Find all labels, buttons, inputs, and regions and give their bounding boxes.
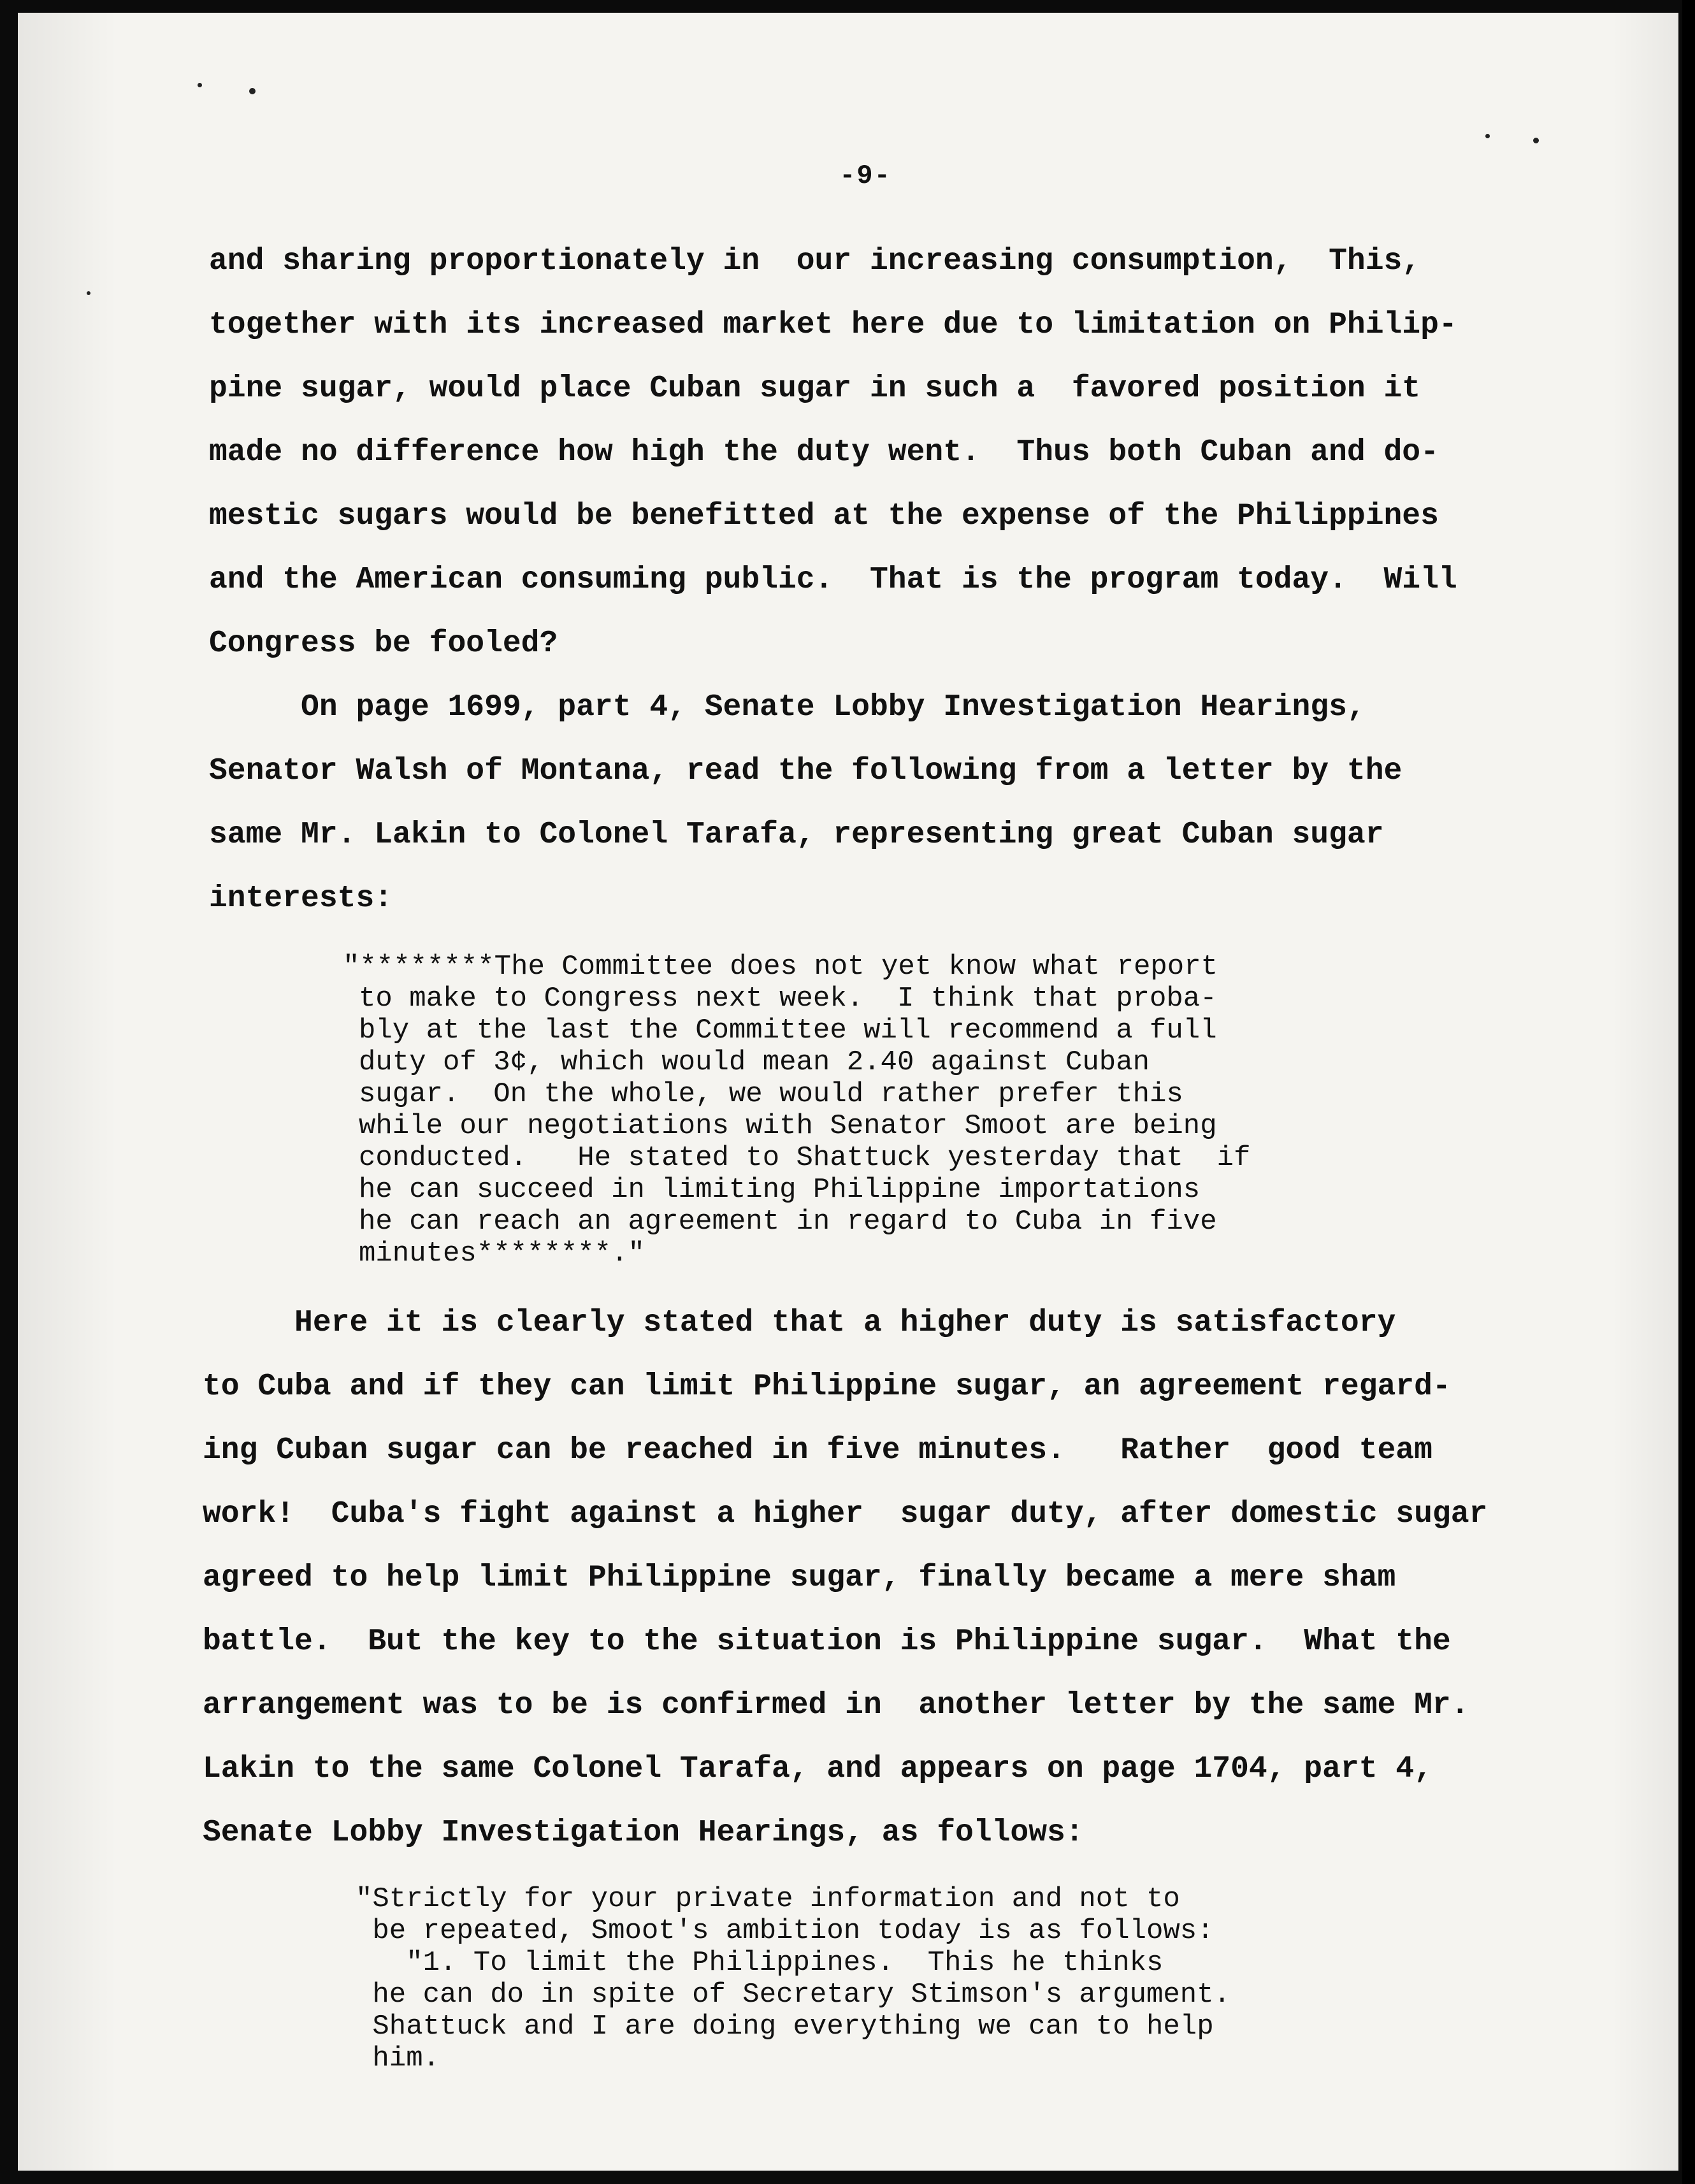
paragraph-1-line: pine sugar, would place Cuban sugar in such a favored position it [209, 372, 1421, 406]
quote-1-line: "********The Committee does not yet know what report [343, 951, 1218, 983]
quote-1-line: to make to Congress next week. I think that proba- [359, 983, 1217, 1015]
quote-2-line: be repeated, Smoot's ambition today is as follows: [356, 1915, 1214, 1947]
paragraph-3-line: agreed to help limit Philippine sugar, finally became a mere sham [203, 1561, 1396, 1595]
quote-2-line: Shattuck and I are doing everything we can to help [356, 2011, 1214, 2043]
paragraph-2-line: same Mr. Lakin to Colonel Tarafa, representing great Cuban sugar [209, 818, 1384, 852]
paragraph-2-line: interests: [209, 881, 393, 916]
page-number: -9- [839, 161, 891, 191]
paragraph-3-line: ing Cuban sugar can be reached in five minutes. Rather good team [203, 1433, 1432, 1468]
quote-2-line: "Strictly for your private information and not to [356, 1883, 1180, 1915]
quote-1-line: duty of 3¢, which would mean 2.40 against Cuban [359, 1046, 1150, 1078]
paragraph-3-line: Lakin to the same Colonel Tarafa, and appears on page 1704, part 4, [203, 1752, 1432, 1786]
quote-1-line: minutes********." [359, 1238, 645, 1269]
speck [198, 83, 202, 87]
paragraph-1-line: mestic sugars would be benefitted at the expense of the Philippines [209, 499, 1439, 533]
paragraph-1-line: and sharing proportionately in our increasing consumption, This, [209, 244, 1421, 278]
quote-1-line: he can reach an agreement in regard to Cuba in five [359, 1206, 1217, 1238]
speck [87, 291, 90, 295]
paragraph-2-line: Senator Walsh of Montana, read the following from a letter by the [209, 754, 1403, 788]
speck [249, 88, 256, 94]
scan-edge [1682, 0, 1695, 2184]
quote-1-line: while our negotiations with Senator Smoot are being [359, 1110, 1217, 1142]
paragraph-3-line: to Cuba and if they can limit Philippine sugar, an agreement regard- [203, 1370, 1451, 1404]
quote-1-line: conducted. He stated to Shattuck yesterday that if [359, 1142, 1251, 1174]
quote-1-line: sugar. On the whole, we would rather prefer this [359, 1078, 1183, 1110]
paragraph-1-line: together with its increased market here due to limitation on Philip- [209, 308, 1457, 342]
paragraph-1-line: Congress be fooled? [209, 626, 558, 661]
paragraph-3-line: battle. But the key to the situation is Philippine sugar. What the [203, 1624, 1451, 1659]
quote-2-line: him. [356, 2043, 440, 2074]
paragraph-3-line: Here it is clearly stated that a higher duty is satisfactory [203, 1306, 1396, 1340]
quote-2-line: "1. To limit the Philippines. This he thinks [356, 1947, 1164, 1979]
quote-1-line: he can succeed in limiting Philippine importations [359, 1174, 1201, 1206]
document-page [18, 13, 1678, 2171]
speck [1485, 134, 1490, 138]
quote-2-line: he can do in spite of Secretary Stimson's argument. [356, 1979, 1231, 2011]
paragraph-2-line: On page 1699, part 4, Senate Lobby Investigation Hearings, [209, 690, 1366, 725]
paragraph-3-line: Senate Lobby Investigation Hearings, as follows: [203, 1816, 1084, 1850]
paragraph-3-line: arrangement was to be is confirmed in another letter by the same Mr. [203, 1688, 1469, 1723]
quote-1-line: bly at the last the Committee will recommend a full [359, 1015, 1217, 1046]
paragraph-1-line: made no difference how high the duty went. Thus both Cuban and do- [209, 435, 1439, 470]
speck [1533, 138, 1539, 143]
paragraph-1-line: and the American consuming public. That is the program today. Will [209, 563, 1457, 597]
paragraph-3-line: work! Cuba's fight against a higher sugar duty, after domestic sugar [203, 1497, 1488, 1531]
